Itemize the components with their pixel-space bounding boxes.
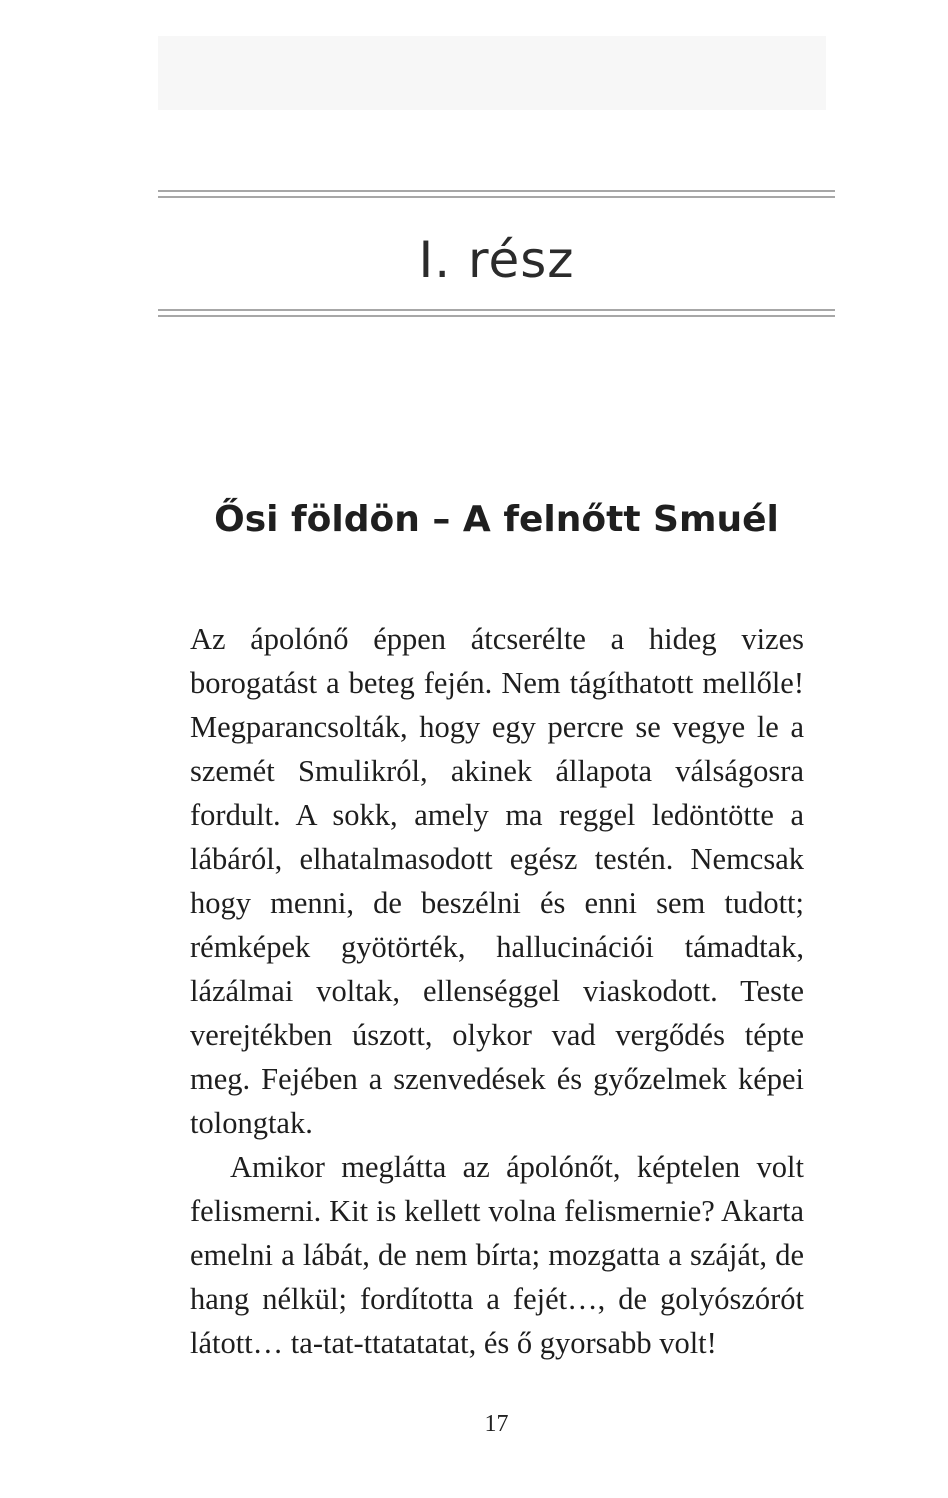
header-area [158, 36, 826, 110]
part-title: I. rész [418, 231, 575, 289]
body-text [190, 617, 804, 1365]
paragraph-1: Az ápolónő éppen átcserélte a hideg vizes borogatást a beteg fején. Nem tágíthatott mellőle! Megparancsolták, hogy egy percre se vegye le a szemét Smulikról, akinek állapota válságosra fordult. A sokk, amely ma reggel ledöntötte a lábáról, elhatalmasodott egész testén. Nemcsak hogy menni, de beszélni és enni sem tudott; rémképek gyötörték, hallucinációi támadtak, lázálmai voltak, ellenséggel viaskodott. Teste verejtékben úszott, olykor vad vergődés tépte meg. Fejében a szenvedések és győzelmek képei tolongtak. [190, 622, 804, 1140]
page-number: 17 [484, 1411, 509, 1437]
bottom-double-rule [158, 309, 835, 317]
paragraph-2: Amikor meglátta az ápolónőt, képtelen volt felismerni. Kit is kellett volna felismernie? Akarta emelni a lábát, de nem bírta; mozgatta a száját, de hang nélkül; fordította a fejét…, de golyószórót látott… ta-tat-ttatatatat, és ő gyorsabb volt! [190, 1150, 804, 1360]
top-double-rule [158, 190, 835, 198]
chapter-title: Ősi földön – A felnőtt Smuél [214, 499, 779, 540]
